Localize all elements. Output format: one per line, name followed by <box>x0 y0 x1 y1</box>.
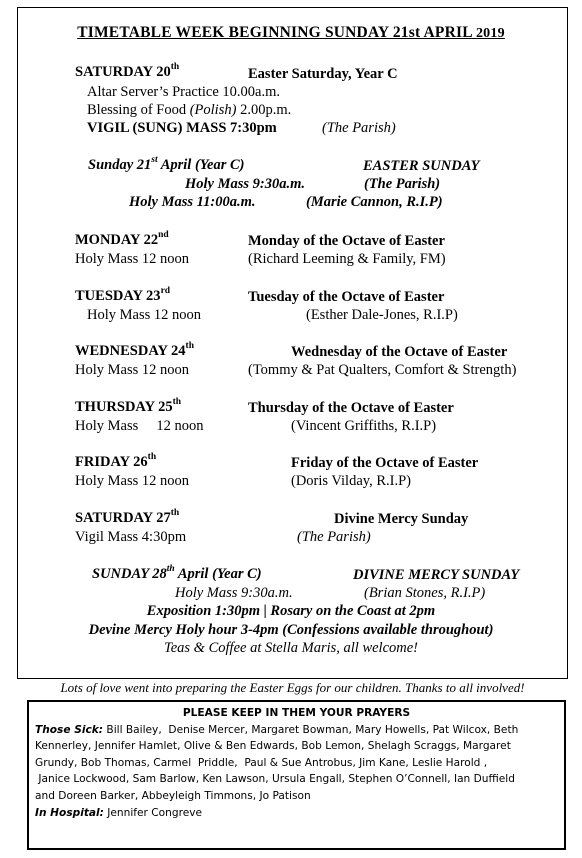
page-title <box>0 24 582 42</box>
day-saturday27: SATURDAY 27th <box>75 508 180 526</box>
friday-intention: (Doris Vilday, R.I.P) <box>291 473 411 489</box>
sick-list-line-5: and Doreen Barker, Abbeyleigh Timmons, Jo Patison <box>35 789 311 802</box>
thursday-mass: Holy Mass 12 noon <box>75 418 204 434</box>
tuesday-occasion: Tuesday of the Octave of Easter <box>248 289 445 305</box>
sat20-occasion: Easter Saturday, Year C <box>248 66 398 82</box>
sun28-exposition: Exposition 1:30pm | Rosary on the Coast at 2pm <box>146 603 436 619</box>
friday-occasion: Friday of the Octave of Easter <box>291 455 479 471</box>
saturday27-intention: (The Parish) <box>297 529 371 545</box>
sun21-mass2-intention: (Marie Cannon, R.I.P) <box>306 194 443 210</box>
sun21-mass1-intention: (The Parish) <box>364 176 441 192</box>
sun28-occasion: DIVINE MERCY SUNDAY <box>353 567 520 583</box>
sun21-mass2: Holy Mass 11:00a.m. <box>129 194 256 210</box>
sun21-occasion: EASTER SUNDAY <box>363 158 480 174</box>
prayer-box <box>27 700 566 850</box>
sun28-day: SUNDAY 28th April (Year C) <box>92 564 262 582</box>
sun28-holy-hour: Devine Mercy Holy hour 3-4pm (Confessions available throughout) <box>88 622 494 638</box>
tuesday-intention: (Esther Dale-Jones, R.I.P) <box>306 307 458 323</box>
wednesday-intention: (Tommy & Pat Qualters, Comfort & Strength) <box>248 362 517 378</box>
sick-label: Those Sick: <box>35 723 104 736</box>
title-year: 2019 <box>475 26 505 41</box>
hospital-label: In Hospital: <box>35 806 104 819</box>
sat20-day: SATURDAY 20th <box>75 62 180 80</box>
sun21-mass1: Holy Mass 9:30a.m. <box>185 176 306 192</box>
day-tuesday: TUESDAY 23rd <box>75 286 171 304</box>
prayer-heading: PLEASE KEEP IN THEM YOUR PRAYERS <box>182 707 411 719</box>
thursday-intention: (Vincent Griffiths, R.I.P) <box>291 418 437 434</box>
sick-list-line-3: Grundy, Bob Thomas, Carmel Priddle, Paul & Sue Antrobus, Jim Kane, Leslie Harold , <box>35 756 488 769</box>
sun28-teas: Teas & Coffee at Stella Maris, all welcome! <box>164 640 418 656</box>
day-monday: MONDAY 22nd <box>75 230 169 248</box>
wednesday-mass: Holy Mass 12 noon <box>75 362 189 378</box>
sick-list-line-1: Those Sick: Bill Bailey, Denise Mercer, Margaret Bowman, Mary Howells, Pat Wilcox, Beth <box>35 723 519 736</box>
thursday-occasion: Thursday of the Octave of Easter <box>248 400 454 416</box>
monday-intention: (Richard Leeming & Family, FM) <box>248 251 446 267</box>
tuesday-mass: Holy Mass 12 noon <box>87 307 201 323</box>
sun28-mass-intention: (Brian Stones, R.I.P) <box>364 585 486 601</box>
day-thursday: THURSDAY 25th <box>75 397 182 415</box>
title-text: TIMETABLE WEEK BEGINNING SUNDAY 21st APRIL <box>77 24 472 41</box>
day-friday: FRIDAY 26th <box>75 452 157 470</box>
wednesday-occasion: Wednesday of the Octave of Easter <box>291 344 508 360</box>
saturday27-occasion: Divine Mercy Sunday <box>334 511 469 527</box>
sat20-vigil: VIGIL (SUNG) MASS 7:30pm <box>87 120 277 136</box>
sun28-mass: Holy Mass 9:30a.m. <box>175 585 293 601</box>
monday-mass: Holy Mass 12 noon <box>75 251 189 267</box>
thanks-note: Lots of love went into preparing the Easter Eggs for our children. Thanks to all involved! <box>60 680 525 695</box>
sick-list-line-4: Janice Lockwood, Sam Barlow, Ken Lawson, Ursula Engall, Stephen O’Connell, Ian Duffield <box>35 773 515 786</box>
monday-occasion: Monday of the Octave of Easter <box>248 233 445 249</box>
sat20-vigil-intention: (The Parish) <box>322 120 396 136</box>
sick-list-line-2: Kennerley, Jennifer Hamlet, Olive & Ben Edwards, Bob Lemon, Shelagh Scraggs, Margaret <box>35 740 511 753</box>
sat20-blessing: Blessing of Food (Polish) 2.00p.m. <box>87 102 292 118</box>
sat20-altar-servers: Altar Server’s Practice 10.00a.m. <box>87 84 281 100</box>
sun21-day: Sunday 21st April (Year C) <box>88 155 245 173</box>
saturday27-mass: Vigil Mass 4:30pm <box>75 529 187 545</box>
friday-mass: Holy Mass 12 noon <box>75 473 189 489</box>
hospital-line: In Hospital: Jennifer Congreve <box>35 806 203 819</box>
day-wednesday: WEDNESDAY 24th <box>75 341 194 359</box>
